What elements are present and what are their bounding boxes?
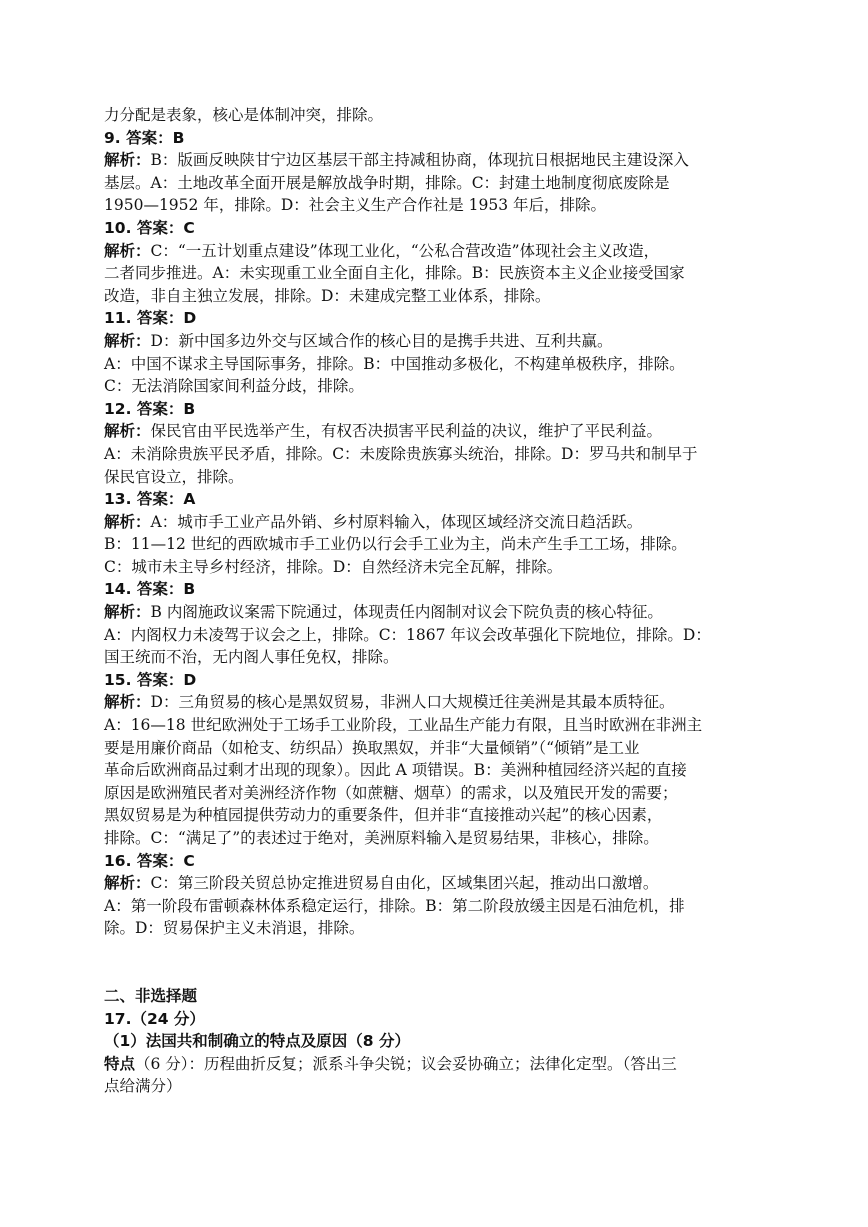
question-17-heading: 17.（24 分） — [104, 1009, 205, 1028]
analysis-line — [104, 420, 784, 443]
analysis-text: B：版画反映陕甘宁边区基层干部主持减租协商，体现抗日根据地民主建设深入 — [150, 151, 689, 170]
analysis-text: C：第三阶段关贸总协定推进贸易自由化，区域集团兴起，推动出口激增。 — [150, 874, 659, 893]
analysis-label: 解析： — [104, 512, 151, 531]
answer-item-9 — [104, 127, 784, 217]
answer-heading: 15. 答案：D — [104, 670, 197, 689]
analysis-text: C：“一五计划重点建设”体现工业化，“公私合营改造”体现社会主义改造， — [150, 241, 660, 260]
analysis-line: A：中国不谋求主导国际事务，排除。B：中国推动多极化，不构建单极秩序，排除。 — [104, 354, 685, 373]
analysis-line — [104, 691, 784, 714]
document-content — [104, 104, 784, 1098]
answer-heading: 12. 答案：B — [104, 399, 196, 418]
answer-heading: 16. 答案：C — [104, 851, 195, 870]
analysis-line: A：未消除贵族平民矛盾，排除。C：未废除贵族寡头统治，排除。D：罗马共和制早于 — [104, 444, 698, 463]
feature-line — [104, 1053, 784, 1076]
analysis-line: 1950—1952 年，排除。D：社会主义生产合作社是 1953 年后，排除。 — [104, 196, 607, 215]
analysis-text: A：城市手工业产品外销、乡村原料输入，体现区域经济交流日趋活跃。 — [150, 512, 643, 531]
answer-heading: 9. 答案：B — [104, 128, 185, 147]
analysis-line — [104, 149, 784, 172]
analysis-line — [104, 330, 784, 353]
analysis-line — [104, 601, 784, 624]
analysis-line: 二者同步推进。A：未实现重工业全面自主化，排除。B：民族资本主义企业接受国家 — [104, 264, 685, 283]
analysis-text: D：三角贸易的核心是黑奴贸易，非洲人口大规模迁往美洲是其最本质特征。 — [150, 693, 675, 712]
answer-item-16 — [104, 850, 784, 940]
answer-item-13 — [104, 488, 784, 578]
analysis-line — [104, 511, 784, 534]
analysis-text: B 内阁施政议案需下院通过，体现责任内阁制对议会下院负责的核心特征。 — [150, 603, 663, 622]
non-choice-section — [104, 985, 784, 1098]
analysis-line: C：无法消除国家间利益分歧，排除。 — [104, 377, 364, 396]
answer-item-15 — [104, 669, 784, 850]
answer-item-12 — [104, 398, 784, 488]
answer-heading: 14. 答案：B — [104, 580, 196, 599]
analysis-label: 解析： — [104, 693, 151, 712]
analysis-label: 解析： — [104, 241, 151, 260]
analysis-text: 保民官由平民选举产生，有权否决损害平民利益的决议，维护了平民利益。 — [150, 422, 663, 441]
analysis-line: 改造，非自主独立发展，排除。D：未建成完整工业体系，排除。 — [104, 286, 551, 305]
analysis-label: 解析： — [104, 151, 151, 170]
analysis-label: 解析： — [104, 422, 151, 441]
feature-text: （6 分）：历程曲折反复；派系斗争尖锐；议会妥协确立；法律化定型。（答出三 — [135, 1054, 677, 1073]
analysis-label: 解析： — [104, 331, 151, 350]
analysis-line: 保民官设立，排除。 — [104, 467, 244, 486]
analysis-line — [104, 872, 784, 895]
answer-heading: 10. 答案：C — [104, 218, 195, 237]
analysis-line: A：内阁权力未凌驾于议会之上，排除。C：1867 年议会改革强化下院地位，排除。D： — [104, 625, 711, 644]
feature-line: 点给满分） — [104, 1077, 182, 1096]
answer-heading: 13. 答案：A — [104, 490, 196, 509]
section-spacer — [104, 940, 784, 985]
section-heading: 二、非选择题 — [104, 986, 198, 1005]
analysis-line: 黑奴贸易是为种植园提供劳动力的重要条件，但并非“直接推动兴起”的核心因素， — [104, 806, 663, 825]
analysis-label: 解析： — [104, 874, 151, 893]
analysis-line — [104, 240, 784, 263]
answer-item-11 — [104, 307, 784, 397]
sub-question-heading: （1）法国共和制确立的特点及原因（8 分） — [104, 1032, 410, 1051]
answer-item-14 — [104, 578, 784, 668]
analysis-line: 国王统而不治，无内阁人事任免权，排除。 — [104, 648, 399, 667]
analysis-line: A：16—18 世纪欧洲处于工场手工业阶段，工业品生产能力有限，且当时欧洲在非洲主 — [104, 716, 703, 735]
analysis-line: B：11—12 世纪的西欧城市手工业仍以行会手工业为主，尚未产生手工工场，排除。 — [104, 535, 687, 554]
feature-label: 特点 — [104, 1054, 136, 1073]
analysis-line: A：第一阶段布雷顿森林体系稳定运行，排除。B：第二阶段放缓主因是石油危机，排 — [104, 896, 685, 915]
analysis-line: 除。D：贸易保护主义未消退，排除。 — [104, 919, 365, 938]
analysis-text: D：新中国多边外交与区域合作的核心目的是携手共进、互利共赢。 — [150, 331, 613, 350]
answer-heading: 11. 答案：D — [104, 309, 197, 328]
analysis-line: 排除。C：“满足了”的表述过于绝对，美洲原料输入是贸易结果，非核心，排除。 — [104, 829, 659, 847]
analysis-line: 基层。A：土地改革全面开展是解放战争时期，排除。C：封建土地制度彻底废除是 — [104, 173, 670, 192]
answer-item-10 — [104, 217, 784, 307]
lead-text: 力分配是表象，核心是体制冲突，排除。 — [104, 106, 384, 124]
analysis-line: 革命后欧洲商品过剩才出现的现象）。因此 A 项错误。B：美洲种植园经济兴起的直接 — [104, 761, 687, 780]
analysis-label: 解析： — [104, 603, 151, 622]
analysis-line: C：城市未主导乡村经济，排除。D：自然经济未完全瓦解，排除。 — [104, 557, 563, 576]
analysis-line: 原因是欧洲殖民者对美洲经济作物（如蔗糖、烟草）的需求，以及殖民开发的需要； — [104, 783, 678, 802]
analysis-line: 要是用廉价商品（如枪支、纺织品）换取黑奴，并非“大量倾销”（“倾销”是工业 — [104, 738, 640, 757]
